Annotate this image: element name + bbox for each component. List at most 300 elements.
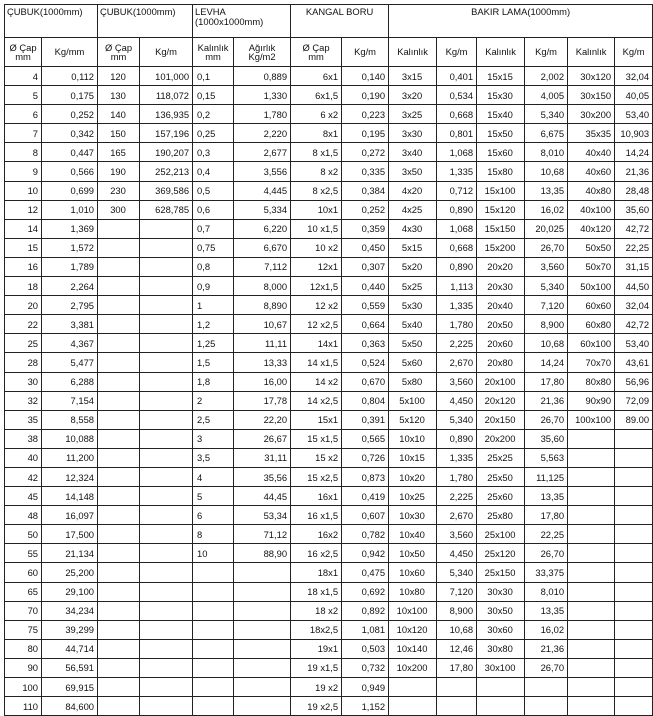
table-cell: 0,712 [437, 181, 477, 200]
table-cell: 7,120 [525, 296, 568, 315]
table-cell [140, 639, 193, 658]
table-cell: 14,148 [42, 487, 98, 506]
table-cell: 0,450 [342, 238, 389, 257]
table-cell: 60x60 [568, 296, 615, 315]
table-cell: 12,46 [437, 639, 477, 658]
table-cell [615, 467, 653, 486]
table-cell: 8,900 [525, 315, 568, 334]
table-row [5, 525, 653, 544]
table-cell: 26,70 [525, 658, 568, 677]
table-cell: 6,220 [234, 219, 291, 238]
table-cell: 0,801 [437, 124, 477, 143]
table-cell: 5,334 [234, 200, 291, 219]
table-row [5, 124, 653, 143]
table-cell: 0,252 [42, 105, 98, 124]
table-cell [98, 506, 140, 525]
table-cell [193, 582, 234, 601]
table-cell [140, 678, 193, 697]
table-cell [568, 525, 615, 544]
table-cell: 28 [5, 353, 42, 372]
table-cell: 230 [98, 181, 140, 200]
table-cell [140, 429, 193, 448]
table-cell: 32,04 [615, 67, 653, 86]
table-cell [140, 391, 193, 410]
table-cell: 71,12 [234, 525, 291, 544]
table-cell: 42 [5, 467, 42, 486]
table-cell: 15x1 [291, 410, 342, 429]
table-cell: 80 [5, 639, 42, 658]
table-cell: 16,097 [42, 506, 98, 525]
table-cell: 10x120 [389, 620, 437, 639]
table-cell: 4,367 [42, 334, 98, 353]
table-cell [615, 697, 653, 716]
table-cell: 0,195 [342, 124, 389, 143]
table-cell: 55 [5, 544, 42, 563]
table-cell: 5x40 [389, 315, 437, 334]
table-cell: 0,559 [342, 296, 389, 315]
table-cell [140, 296, 193, 315]
table-cell [98, 257, 140, 276]
table-cell [525, 697, 568, 716]
column-header: Kg/m [437, 38, 477, 67]
table-cell: 5x25 [389, 277, 437, 296]
table-cell: 12,324 [42, 467, 98, 486]
table-cell: 4,450 [437, 391, 477, 410]
column-header: Kalınlık [477, 38, 525, 67]
table-cell: 22 [5, 315, 42, 334]
table-row [5, 219, 653, 238]
table-cell: 0,252 [342, 200, 389, 219]
table-cell: 32,04 [615, 296, 653, 315]
table-cell [193, 563, 234, 582]
table-cell: 18 x1,5 [291, 582, 342, 601]
table-cell: 19 x1,5 [291, 658, 342, 677]
table-cell: 2,225 [437, 334, 477, 353]
table-cell [234, 658, 291, 677]
table-cell: 50x50 [568, 238, 615, 257]
table-cell: 90x90 [568, 391, 615, 410]
table-cell: 0,804 [342, 391, 389, 410]
table-cell: 1,8 [193, 372, 234, 391]
table-cell: 3x50 [389, 162, 437, 181]
table-row [5, 162, 653, 181]
table-cell: 0,440 [342, 277, 389, 296]
table-cell [568, 601, 615, 620]
table-row [5, 353, 653, 372]
table-cell: 56,96 [615, 372, 653, 391]
table-cell: 25x100 [477, 525, 525, 544]
table-cell: 10x140 [389, 639, 437, 658]
table-cell [98, 410, 140, 429]
table-cell: 0,607 [342, 506, 389, 525]
table-cell [98, 620, 140, 639]
table-row [5, 257, 653, 276]
table-cell: 43,61 [615, 353, 653, 372]
table-cell: 628,785 [140, 200, 193, 219]
table-cell [98, 353, 140, 372]
table-cell: 53,40 [615, 105, 653, 124]
table-cell: 0,942 [342, 544, 389, 563]
table-cell: 33,375 [525, 563, 568, 582]
table-cell [615, 620, 653, 639]
group-header-kangal-boru: KANGAL BORU [291, 5, 389, 38]
table-cell: 8,000 [234, 277, 291, 296]
table-cell: 20x50 [477, 315, 525, 334]
table-cell [389, 697, 437, 716]
table-cell: 50 [5, 525, 42, 544]
table-cell [437, 678, 477, 697]
table-cell: 30x60 [477, 620, 525, 639]
table-cell: 0,732 [342, 658, 389, 677]
table-cell: 17,80 [525, 506, 568, 525]
table-cell: 8,558 [42, 410, 98, 429]
table-cell: 89.00 [615, 410, 653, 429]
table-cell: 25,200 [42, 563, 98, 582]
table-cell [98, 315, 140, 334]
table-row [5, 697, 653, 716]
table-cell: 40x80 [568, 181, 615, 200]
table-cell: 32 [5, 391, 42, 410]
table-cell: 2,677 [234, 143, 291, 162]
table-cell: 8,890 [234, 296, 291, 315]
table-cell: 31,11 [234, 448, 291, 467]
table-cell: 15x120 [477, 200, 525, 219]
table-cell: 100 [5, 678, 42, 697]
table-cell: 21,134 [42, 544, 98, 563]
table-cell: 0,890 [437, 200, 477, 219]
table-cell: 0,2 [193, 105, 234, 124]
table-cell: 40 [5, 448, 42, 467]
table-cell: 16 x2,5 [291, 544, 342, 563]
column-header: Kg/m [615, 38, 653, 67]
table-cell: 22,25 [615, 238, 653, 257]
table-cell: 40,05 [615, 86, 653, 105]
table-cell [234, 601, 291, 620]
table-cell: 0,692 [342, 582, 389, 601]
table-cell: 35,56 [234, 467, 291, 486]
table-cell [615, 563, 653, 582]
table-cell: 10x60 [389, 563, 437, 582]
table-cell [568, 620, 615, 639]
table-cell [140, 506, 193, 525]
table-cell: 2,225 [437, 487, 477, 506]
table-cell: 10,68 [437, 620, 477, 639]
table-cell: 35x35 [568, 124, 615, 143]
table-cell: 10x80 [389, 582, 437, 601]
table-cell: 0,534 [437, 86, 477, 105]
table-cell: 5,563 [525, 448, 568, 467]
table-cell: 12x1 [291, 257, 342, 276]
table-cell: 0,5 [193, 181, 234, 200]
table-cell: 0,9 [193, 277, 234, 296]
table-cell: 0,75 [193, 238, 234, 257]
table-cell: 5x100 [389, 391, 437, 410]
table-cell: 0,890 [437, 429, 477, 448]
table-cell [477, 697, 525, 716]
table-cell: 10 [193, 544, 234, 563]
table-row [5, 429, 653, 448]
table-cell: 0,272 [342, 143, 389, 162]
table-cell [615, 506, 653, 525]
table-cell: 6 [5, 105, 42, 124]
table-cell [140, 372, 193, 391]
table-cell: 14 x2,5 [291, 391, 342, 410]
table-cell [615, 448, 653, 467]
table-row [5, 296, 653, 315]
table-row [5, 143, 653, 162]
table-cell [98, 238, 140, 257]
table-cell: 1,335 [437, 162, 477, 181]
table-cell: 0,140 [342, 67, 389, 86]
column-header: Kg/m [140, 38, 193, 67]
table-cell: 1,25 [193, 334, 234, 353]
table-cell: 2 [193, 391, 234, 410]
table-cell [98, 391, 140, 410]
table-cell: 5,340 [525, 105, 568, 124]
table-cell: 31,15 [615, 257, 653, 276]
table-cell: 53,34 [234, 506, 291, 525]
table-row [5, 601, 653, 620]
table-cell: 22,20 [234, 410, 291, 429]
column-header: Ağırlık Kg/m2 [234, 38, 291, 67]
column-header: Ø Çap mm [5, 38, 42, 67]
table-cell: 8,010 [525, 143, 568, 162]
table-cell [437, 697, 477, 716]
table-cell: 42,72 [615, 219, 653, 238]
table-cell: 8,010 [525, 582, 568, 601]
table-cell: 13,35 [525, 181, 568, 200]
table-cell [234, 563, 291, 582]
table-cell: 53,40 [615, 334, 653, 353]
table-cell: 70x70 [568, 353, 615, 372]
table-cell: 17,78 [234, 391, 291, 410]
table-cell [140, 334, 193, 353]
table-cell: 10x15 [389, 448, 437, 467]
table-cell [98, 277, 140, 296]
table-cell: 11,200 [42, 448, 98, 467]
table-cell: 0,949 [342, 678, 389, 697]
table-cell [234, 582, 291, 601]
table-cell: 20x80 [477, 353, 525, 372]
table-row [5, 410, 653, 429]
table-cell: 25x120 [477, 544, 525, 563]
column-header: Kalınlık [568, 38, 615, 67]
table-cell: 20x120 [477, 391, 525, 410]
column-header: Kg/mm [42, 38, 98, 67]
table-cell: 2,220 [234, 124, 291, 143]
table-cell: 16x1 [291, 487, 342, 506]
column-header: Kalınlık mm [193, 38, 234, 67]
table-cell: 20x150 [477, 410, 525, 429]
table-cell: 1,2 [193, 315, 234, 334]
table-cell [98, 697, 140, 716]
table-cell: 20x200 [477, 429, 525, 448]
table-cell: 14x1 [291, 334, 342, 353]
table-cell: 25x50 [477, 467, 525, 486]
table-cell: 7,112 [234, 257, 291, 276]
table-row [5, 105, 653, 124]
table-cell: 0,175 [42, 86, 98, 105]
table-cell: 5x80 [389, 372, 437, 391]
table-cell: 0,307 [342, 257, 389, 276]
table-cell [568, 487, 615, 506]
table-cell: 1,780 [437, 315, 477, 334]
table-cell: 14 x1,5 [291, 353, 342, 372]
table-cell: 30x50 [477, 601, 525, 620]
table-cell: 5x15 [389, 238, 437, 257]
table-cell: 1 [193, 296, 234, 315]
table-cell [140, 544, 193, 563]
table-cell: 25 [5, 334, 42, 353]
table-cell [140, 525, 193, 544]
table-row [5, 372, 653, 391]
table-cell: 9 [5, 162, 42, 181]
table-cell: 8x1 [291, 124, 342, 143]
table-cell: 4x30 [389, 219, 437, 238]
table-cell: 34,234 [42, 601, 98, 620]
table-cell: 3,556 [234, 162, 291, 181]
table-cell: 26,70 [525, 238, 568, 257]
table-cell [98, 487, 140, 506]
table-cell [568, 639, 615, 658]
table-cell: 3,560 [525, 257, 568, 276]
table-cell: 20x100 [477, 372, 525, 391]
table-cell: 1,572 [42, 238, 98, 257]
table-cell [98, 429, 140, 448]
table-cell: 2,670 [437, 506, 477, 525]
table-cell: 8 [193, 525, 234, 544]
table-row [5, 315, 653, 334]
table-cell: 19x1 [291, 639, 342, 658]
table-cell: 40x100 [568, 200, 615, 219]
table-cell: 5,340 [437, 563, 477, 582]
table-cell: 2,795 [42, 296, 98, 315]
table-cell [568, 678, 615, 697]
table-cell: 3,381 [42, 315, 98, 334]
column-header: Ø Çap mm [291, 38, 342, 67]
table-cell: 16,02 [525, 620, 568, 639]
table-cell: 10x50 [389, 544, 437, 563]
table-row [5, 639, 653, 658]
table-cell: 17,500 [42, 525, 98, 544]
table-cell: 11,125 [525, 467, 568, 486]
table-cell [615, 525, 653, 544]
table-cell: 5x50 [389, 334, 437, 353]
table-cell: 10x100 [389, 601, 437, 620]
table-cell: 5,340 [437, 410, 477, 429]
table-cell: 38 [5, 429, 42, 448]
table-cell [98, 219, 140, 238]
table-cell [389, 678, 437, 697]
table-cell [568, 658, 615, 677]
group-header-levha: LEVHA (1000x1000mm) [193, 5, 291, 38]
table-row [5, 487, 653, 506]
table-cell: 20x20 [477, 257, 525, 276]
table-cell: 20x60 [477, 334, 525, 353]
table-cell: 5 [193, 487, 234, 506]
table-cell: 10 x2 [291, 238, 342, 257]
table-cell: 6 [193, 506, 234, 525]
table-cell: 15x60 [477, 143, 525, 162]
table-cell: 14 x2 [291, 372, 342, 391]
table-cell [98, 563, 140, 582]
table-cell [140, 410, 193, 429]
table-row [5, 544, 653, 563]
table-cell [140, 257, 193, 276]
table-cell: 10x10 [389, 429, 437, 448]
table-cell [193, 620, 234, 639]
table-cell: 25x60 [477, 487, 525, 506]
table-cell: 0,384 [342, 181, 389, 200]
table-cell [140, 315, 193, 334]
table-cell: 60 [5, 563, 42, 582]
table-cell: 1,335 [437, 296, 477, 315]
table-cell [615, 582, 653, 601]
table-row [5, 181, 653, 200]
table-cell [98, 372, 140, 391]
table-cell: 6,675 [525, 124, 568, 143]
table-cell: 80x80 [568, 372, 615, 391]
table-cell: 44,50 [615, 277, 653, 296]
table-cell: 10,67 [234, 315, 291, 334]
table-cell: 5,340 [525, 277, 568, 296]
table-row [5, 448, 653, 467]
table-cell [568, 448, 615, 467]
table-cell: 15 x2,5 [291, 467, 342, 486]
table-cell: 18 x2 [291, 601, 342, 620]
table-cell: 8 [5, 143, 42, 162]
table-cell: 65 [5, 582, 42, 601]
table-cell: 10x20 [389, 467, 437, 486]
table-row [5, 200, 653, 219]
table-cell [98, 467, 140, 486]
table-cell: 19 x2,5 [291, 697, 342, 716]
table-cell: 4 [193, 467, 234, 486]
table-cell [98, 334, 140, 353]
table-cell [234, 678, 291, 697]
table-cell: 120 [98, 67, 140, 86]
table-cell [193, 658, 234, 677]
table-cell: 26,70 [525, 544, 568, 563]
table-cell: 0,25 [193, 124, 234, 143]
table-cell [140, 563, 193, 582]
table-cell: 150 [98, 124, 140, 143]
table-row [5, 563, 653, 582]
table-row [5, 620, 653, 639]
table-row [5, 334, 653, 353]
table-cell: 12x1,5 [291, 277, 342, 296]
table-cell: 90 [5, 658, 42, 677]
table-cell [98, 639, 140, 658]
table-cell: 26,67 [234, 429, 291, 448]
table-cell [477, 678, 525, 697]
table-cell: 10 x1,5 [291, 219, 342, 238]
table-cell: 2,5 [193, 410, 234, 429]
table-cell: 0,890 [437, 257, 477, 276]
table-cell: 60x100 [568, 334, 615, 353]
table-cell [98, 544, 140, 563]
table-cell: 16 x1,5 [291, 506, 342, 525]
table-cell: 3x15 [389, 67, 437, 86]
table-cell: 30x120 [568, 67, 615, 86]
table-cell: 10x1 [291, 200, 342, 219]
table-cell: 25x80 [477, 506, 525, 525]
table-cell: 1,068 [437, 143, 477, 162]
table-cell: 0,6 [193, 200, 234, 219]
table-cell [568, 582, 615, 601]
table-cell: 0,566 [42, 162, 98, 181]
group-header-row [5, 5, 653, 38]
